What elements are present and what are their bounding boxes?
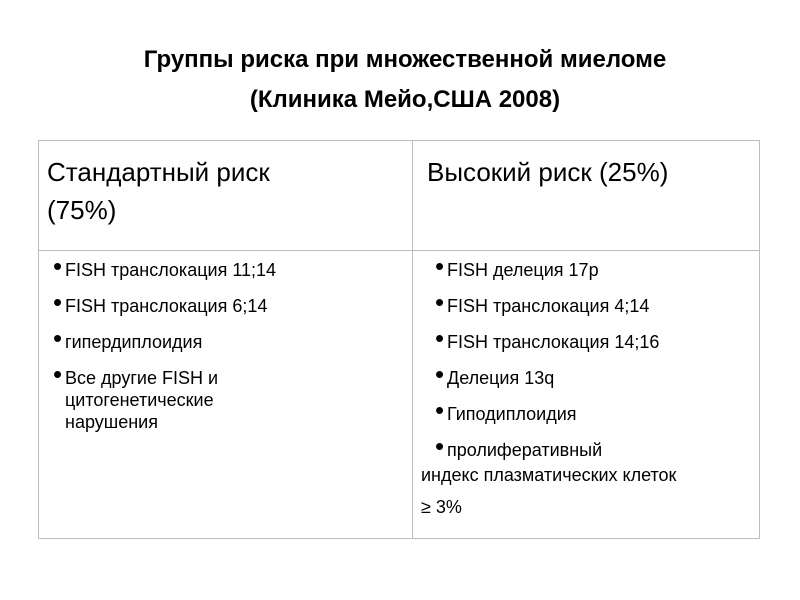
list-item	[53, 323, 412, 353]
bullet-icon: •	[435, 431, 445, 461]
list-item-continuation: цитогенетические	[65, 390, 214, 410]
list-item-text: гипердиплоидия	[65, 332, 203, 352]
bullet-icon: •	[435, 359, 445, 389]
list-item	[435, 395, 759, 425]
bullet-icon: •	[435, 323, 445, 353]
title-line-2: (Клиника Мейо,США 2008)	[249, 86, 561, 113]
list-item-text: FISH транслокация 4;14	[447, 296, 650, 316]
list-item	[435, 431, 759, 461]
high-risk-list	[413, 251, 759, 461]
list-item	[53, 287, 412, 317]
risk-groups-table	[38, 140, 760, 539]
bullet-icon: •	[53, 251, 63, 281]
standard-risk-header-line2: (75%)	[47, 195, 117, 225]
list-item	[435, 287, 759, 317]
proliferative-index-line1: индекс плазматических клеток	[421, 465, 677, 485]
bullet-icon: •	[435, 287, 445, 317]
list-item-text: Гиподиплоидия	[447, 404, 577, 424]
body-row	[39, 251, 760, 539]
list-item-text: Делеция 13q	[447, 368, 555, 388]
list-item-text: FISH делеция 17p	[447, 260, 599, 280]
bullet-icon: •	[435, 251, 445, 281]
slide-title	[0, 40, 800, 120]
list-item	[53, 251, 412, 281]
list-item-continuation: нарушения	[65, 412, 158, 432]
standard-risk-header-line1: Стандартный риск	[47, 157, 270, 187]
proliferative-index-text	[413, 459, 759, 523]
standard-risk-list	[39, 251, 412, 433]
list-item-text: FISH транслокация 14;16	[447, 332, 660, 352]
list-item	[435, 323, 759, 353]
list-item-text: пролиферативный	[447, 440, 603, 460]
standard-risk-cell	[39, 251, 413, 539]
list-item	[53, 359, 412, 433]
bullet-icon: •	[53, 359, 63, 389]
high-risk-header: Высокий риск (25%)	[413, 141, 760, 251]
high-risk-cell	[413, 251, 760, 539]
list-item	[435, 359, 759, 389]
list-item-text: Все другие FISH и	[65, 368, 219, 388]
list-item-text: FISH транслокация 6;14	[65, 296, 268, 316]
list-item	[435, 251, 759, 281]
bullet-icon: •	[53, 323, 63, 353]
header-row	[39, 141, 760, 251]
list-item-text: FISH транслокация 11;14	[65, 260, 277, 280]
title-line-1: Группы риска при множественной миеломе	[143, 46, 667, 73]
bullet-icon: •	[435, 395, 445, 425]
bullet-icon: •	[53, 287, 63, 317]
standard-risk-header	[39, 141, 413, 251]
proliferative-index-line2: ≥ 3%	[421, 497, 462, 517]
